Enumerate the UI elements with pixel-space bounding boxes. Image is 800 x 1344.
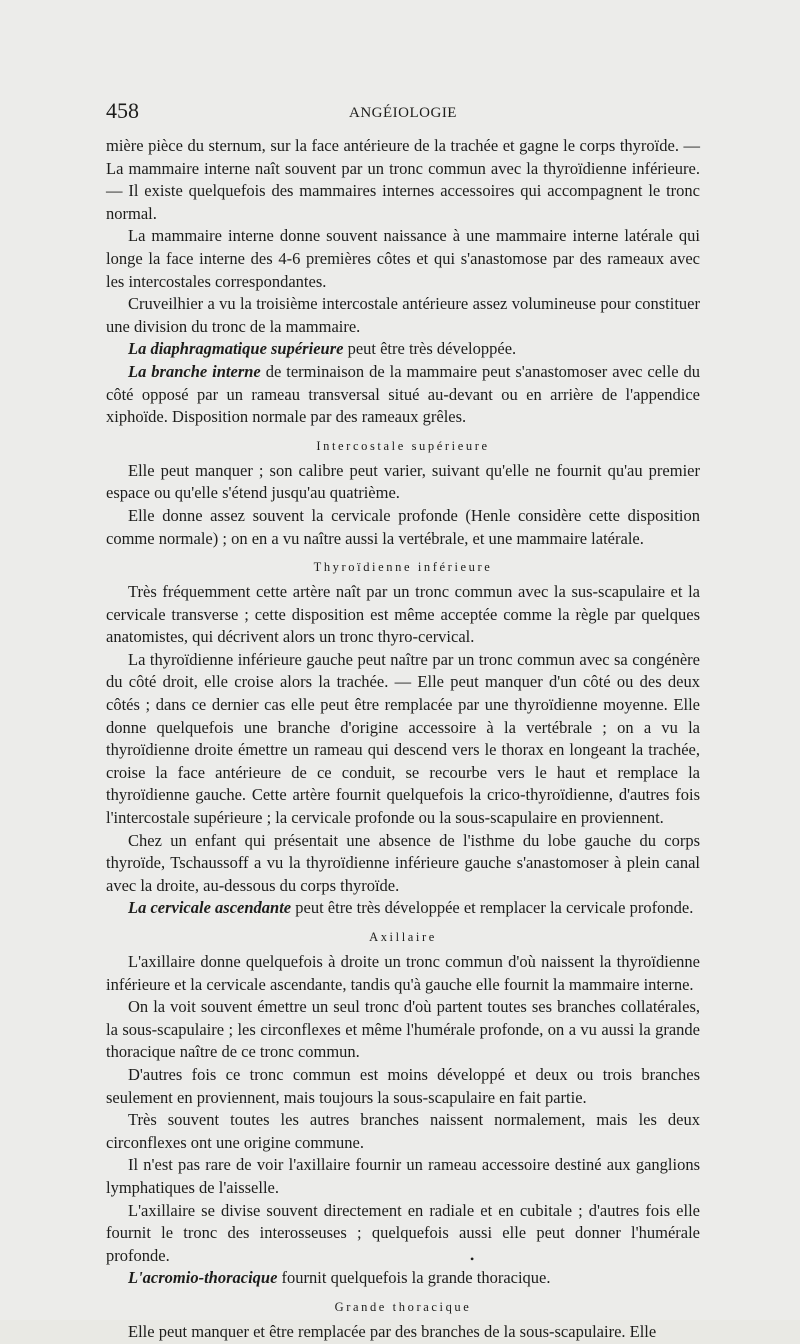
paragraph: Très souvent toutes les autres branches naissent normalement, mais les deux circonflexes ont une origine commune. xyxy=(106,1110,700,1152)
paragraph: La thyroïdienne inférieure gauche peut naître par un tronc commun avec sa congénère du côté droit, elle croise alors la trachée. — Elle peut manquer d'un côté ou des deux côtés ; dans ce dernier cas elle peut être remplacée par une thyroïdienne moyenne. Elle donne quelquefois une branche d'origine accessoire à la vertébrale ; on a vu la thyroïdienne droite émettre un rameau qui descend vers le thorax en longeant la trachée, croise la face antérieure de ce conduit, se recourbe vers le haut et remplace la thyroïdienne gauche. Cette artère fournit quelquefois la crico-thyroïdienne, d'autres fois l'intercostale supérieure ; la cervicale profonde ou la sous-scapulaire en proviennent. xyxy=(106,649,700,828)
paragraph: L'axillaire donne quelquefois à droite un tronc commun d'où naissent la thyroïdienne inférieure et la cervicale ascendante, tandis qu'à gauche elle fournit la mammaire interne. xyxy=(106,952,700,994)
paragraph xyxy=(106,897,700,920)
paragraph: Il n'est pas rare de voir l'axillaire fournir un rameau accessoire destiné aux ganglions lymphatiques de l'aisselle. xyxy=(106,1155,700,1197)
paragraph-text: de terminaison de la mammaire peut s'anastomoser avec celle du côté opposé par un rameau transversal situé au-devant ou en arrière de l'appendice xiphoïde. Disposition normale par des rameaux grêles. xyxy=(106,361,700,427)
paragraph: On la voit souvent émettre un seul tronc d'où partent toutes ses branches collatérales, la sous-scapulaire ; les circonflexes et même l'humérale profonde, on a vu aussi la grande thoracique naître de ce tronc commun. xyxy=(106,997,700,1062)
paragraph xyxy=(106,338,700,361)
paragraph: Elle peut manquer ; son calibre peut varier, suivant qu'elle ne fournit qu'au premier espace ou qu'elle s'étend jusqu'au quatrième. xyxy=(106,460,700,503)
emphasis: La diaphragmatique supérieure xyxy=(128,339,344,359)
paragraph: La mammaire interne donne souvent naissance à une mammaire interne latérale qui longe la face interne des 4-6 premières côtes et qui s'anastomose par des rameaux avec les intercostales correspondantes. xyxy=(106,226,700,291)
paragraph: Cruveilhier a vu la troisième intercostale antérieure assez volumineuse pour constituer une division du tronc de la mammaire. xyxy=(106,294,700,336)
footer-mark: • xyxy=(470,1252,475,1266)
paragraph: Elle peut manquer et être remplacée par des branches de la sous-scapulaire. Elle xyxy=(128,1321,657,1341)
page-number: 458 xyxy=(106,98,139,123)
paragraph-text: peut être très développée. xyxy=(343,339,517,359)
running-head: ANGÉIOLOGIE xyxy=(349,105,457,121)
paragraph: L'axillaire se divise souvent directement en radiale et en cubitale ; d'autres fois elle fournit le tronc des interosseuses ; quelquefois aussi elle peut donner l'humérale profonde. xyxy=(106,1200,700,1265)
paragraph: mière pièce du sternum, sur la face antérieure de la trachée et gagne le corps thyroïde. — La mammaire interne naît souvent par un tronc commun avec la thyroïdienne inférieure. — Il existe quelquefois des mammaires internes accessoires qui accompagnent le tronc normal. xyxy=(106,136,700,223)
emphasis: L'acromio-thoracique xyxy=(128,1268,278,1288)
section-heading: Grande thoracique xyxy=(334,1299,472,1314)
paragraph: Chez un enfant qui présentait une absence de l'isthme du lobe gauche du corps thyroïde, Tschaussoff a vu la thyroïdienne inférieure gauche s'anastomoser à plein canal avec la droite, au-dessous du corps thyroïde. xyxy=(106,830,700,895)
paragraph: Très fréquemment cette artère naît par un tronc commun avec la sus-scapulaire et la cervicale transverse ; cette disposition est même acceptée comme la règle par quelques anatomistes, qui décrivent alors un tronc thyro-cervical. xyxy=(106,582,700,647)
paragraph xyxy=(106,1267,700,1290)
emphasis: La branche interne xyxy=(128,361,261,381)
paragraph: Elle donne assez souvent la cervicale profonde (Henle considère cette disposition comme normale) ; on en a vu naître aussi la vertébrale, et une mammaire latérale. xyxy=(106,505,700,548)
emphasis: La cervicale ascendante xyxy=(128,898,292,918)
section-heading: Axillaire xyxy=(369,930,437,944)
paragraph: D'autres fois ce tronc commun est moins développé et deux ou trois branches seulement en proviennent, mais toujours la sous-scapulaire en fait partie. xyxy=(106,1064,700,1107)
paragraph xyxy=(106,361,700,429)
section-heading: Thyroïdienne inférieure xyxy=(313,560,493,575)
page-header xyxy=(106,100,700,122)
paragraph-text: peut être très développée et remplacer la cervicale profonde. xyxy=(291,898,694,918)
section-heading: Intercostale supérieure xyxy=(316,438,490,453)
page-body xyxy=(106,135,700,1344)
paragraph-text: fournit quelquefois la grande thoracique. xyxy=(277,1268,551,1288)
